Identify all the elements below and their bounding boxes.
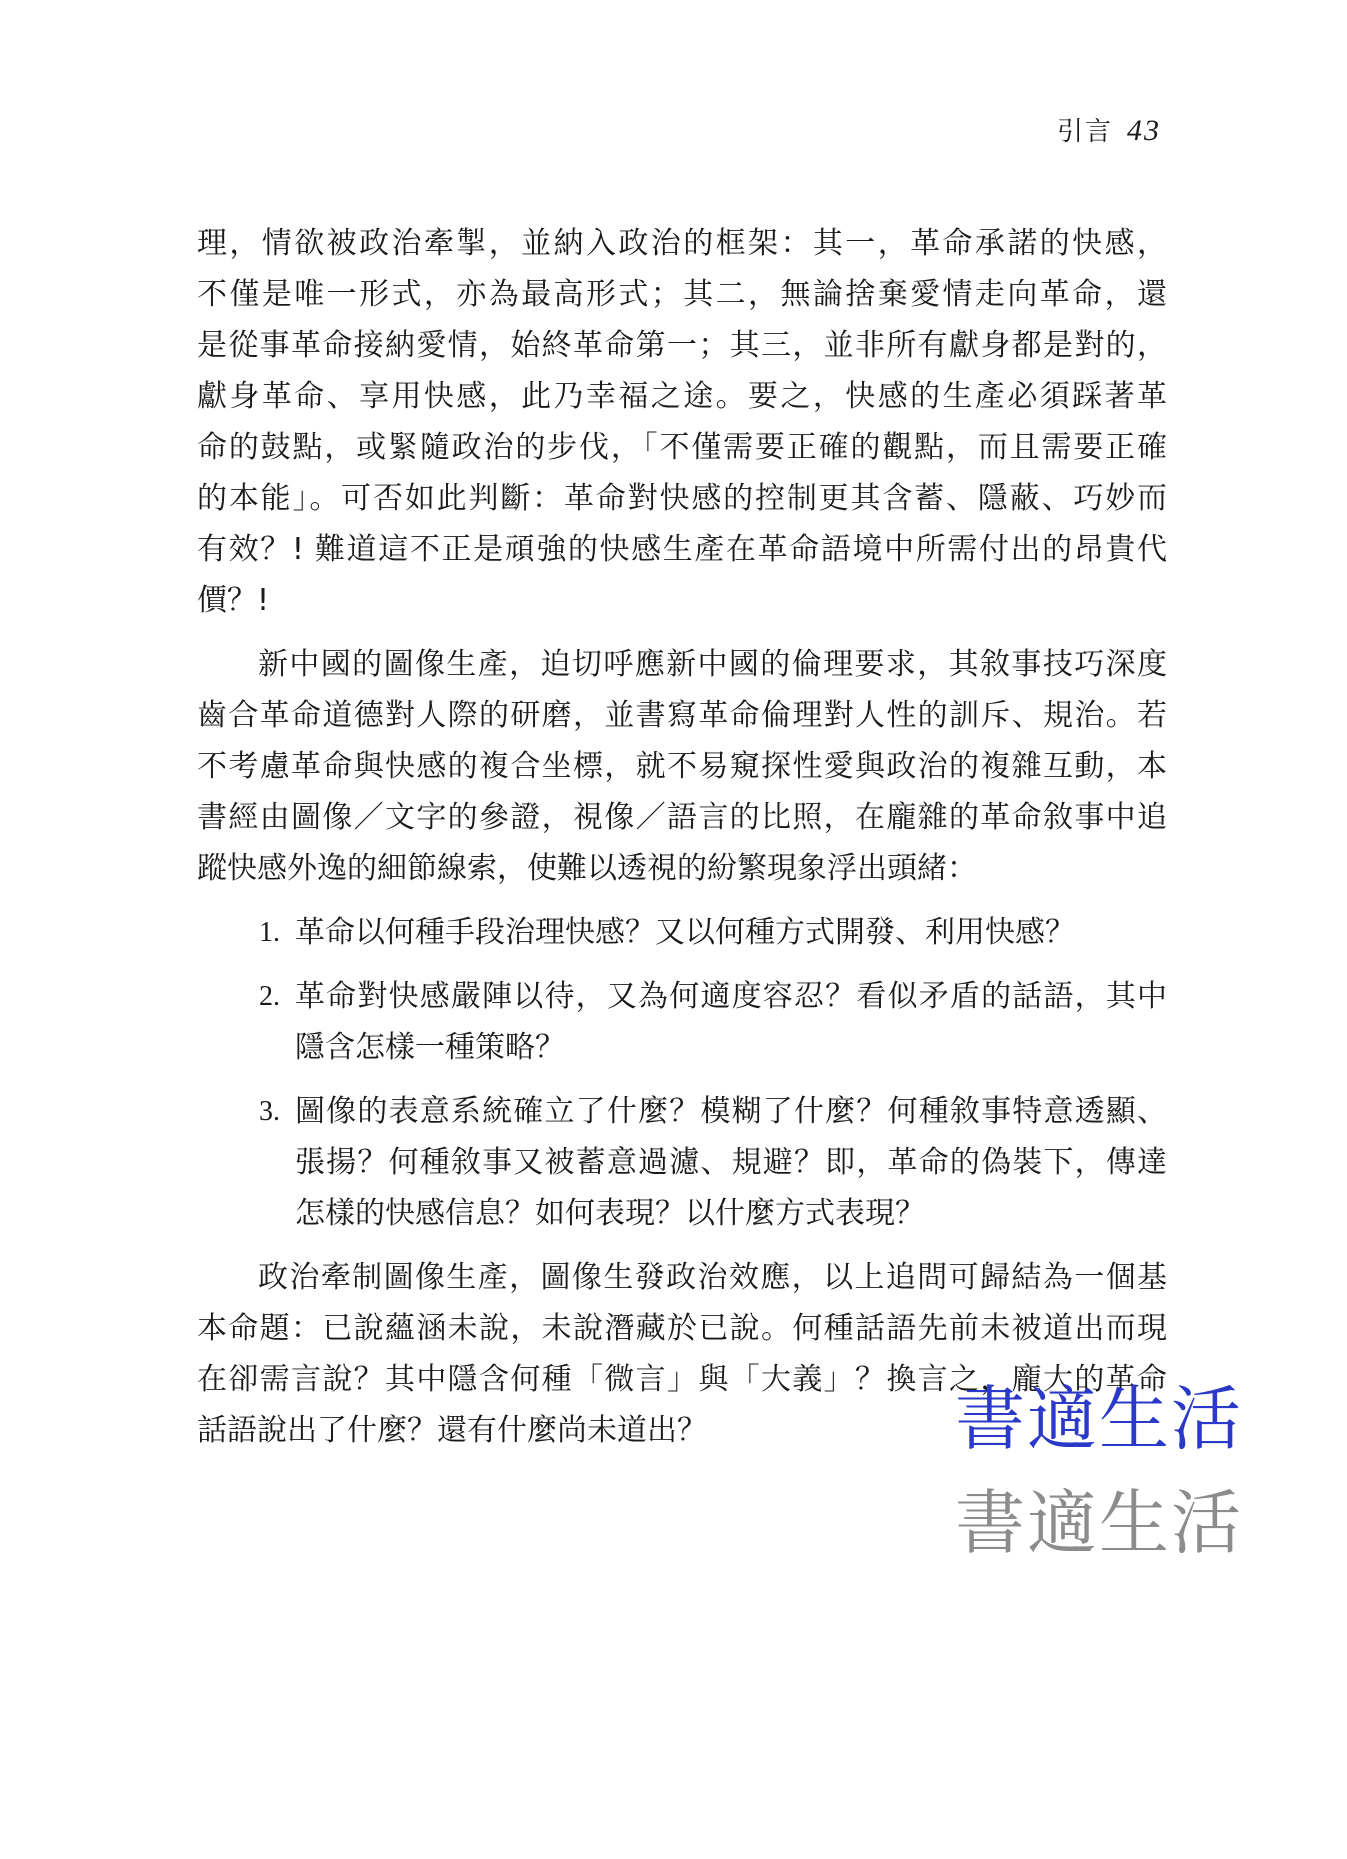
- list-item-line: [197, 1022, 1167, 1073]
- running-head: [1057, 116, 1161, 146]
- text-line: 新中國的圖像生產，迫切呼應新中國的倫理要求，其敘事技巧深度: [258, 647, 1167, 682]
- text-line: 齒合革命道德對人際的研磨，並書寫革命倫理對人性的訓斥、規治。若: [197, 698, 1167, 733]
- list-item-text: 怎樣的快感信息？如何表現？以什麼方式表現？: [295, 1196, 925, 1231]
- text-line: 有效？! 難道這不正是頑強的快感生產在革命語境中所需付出的昂貴代: [197, 532, 1167, 567]
- text-line: 話語說出了什麼？還有什麼尚未道出？: [197, 1413, 707, 1448]
- text-line: 不僅是唯一形式，亦為最高形式；其二，無論捨棄愛情走向革命，還: [197, 277, 1167, 312]
- list-marker: 3.: [259, 1096, 280, 1127]
- list-marker: 2.: [259, 981, 280, 1012]
- text-line: 本命題：已說蘊涵未說，未說潛藏於已說。何種話語先前未被道出而現: [197, 1311, 1167, 1346]
- text-line: 政治牽制圖像生產，圖像生發政治效應，以上追問可歸結為一個基: [258, 1260, 1167, 1295]
- list-item-line: [197, 1137, 1167, 1188]
- list-item: [197, 1086, 1167, 1239]
- paragraph: [197, 639, 1167, 894]
- list-item: [197, 971, 1167, 1073]
- text-line: 理，情欲被政治牽掣，並納入政治的框架：其一，革命承諾的快感，: [197, 226, 1167, 261]
- text-line: 價？!: [197, 583, 270, 618]
- list-item-text: 圖像的表意系統確立了什麼？模糊了什麼？何種敘事特意透顯、: [295, 1094, 1167, 1129]
- text-line: 在卻需言說？其中隱含何種「微言」與「大義」？換言之，龐大的革命: [197, 1362, 1167, 1397]
- text-line: 是從事革命接納愛情，始終革命第一；其三，並非所有獻身都是對的，: [197, 328, 1167, 363]
- text-line: 的本能」。可否如此判斷：革命對快感的控制更其含蓄、隱蔽、巧妙而: [197, 481, 1167, 516]
- list-item-line: [197, 971, 1167, 1022]
- list-item: [197, 907, 1167, 958]
- list-item-text: 革命對快感嚴陣以待，又為何適度容忍？看似矛盾的話語，其中: [295, 979, 1167, 1014]
- body-text: [197, 218, 1167, 1456]
- list-item-line: [197, 1086, 1167, 1137]
- list-item-line: [197, 907, 1167, 958]
- watermark-blue: 書適生活: [955, 1378, 1243, 1460]
- list-item-line: [197, 1188, 1167, 1239]
- page-number: 43: [1127, 114, 1161, 147]
- section-title: 引言: [1056, 117, 1113, 147]
- text-line: 獻身革命、享用快感，此乃幸福之途。要之，快感的生產必須踩著革: [197, 379, 1167, 414]
- text-line: 命的鼓點，或緊隨政治的步伐，「不僅需要正確的觀點，而且需要正確: [197, 430, 1167, 465]
- list-item-text: 隱含怎樣一種策略？: [295, 1030, 565, 1065]
- watermark-gray: 書適生活: [955, 1482, 1243, 1564]
- list-item-text: 張揚？何種敘事又被蓄意過濾、規避？即，革命的偽裝下，傳達: [295, 1145, 1167, 1180]
- text-line: 不考慮革命與快感的複合坐標，就不易窺探性愛與政治的複雜互動，本: [197, 749, 1167, 784]
- text-line: 蹤快感外逸的細節線索，使難以透視的紛繁現象浮出頭緒：: [197, 851, 977, 886]
- list-item-text: 革命以何種手段治理快感？又以何種方式開發、利用快感？: [295, 915, 1075, 950]
- text-line: 書經由圖像／文字的參證，視像／語言的比照，在龐雜的革命敘事中追: [197, 800, 1167, 835]
- question-list: [197, 907, 1167, 1239]
- paragraph: [197, 218, 1167, 626]
- list-marker: 1.: [259, 917, 280, 948]
